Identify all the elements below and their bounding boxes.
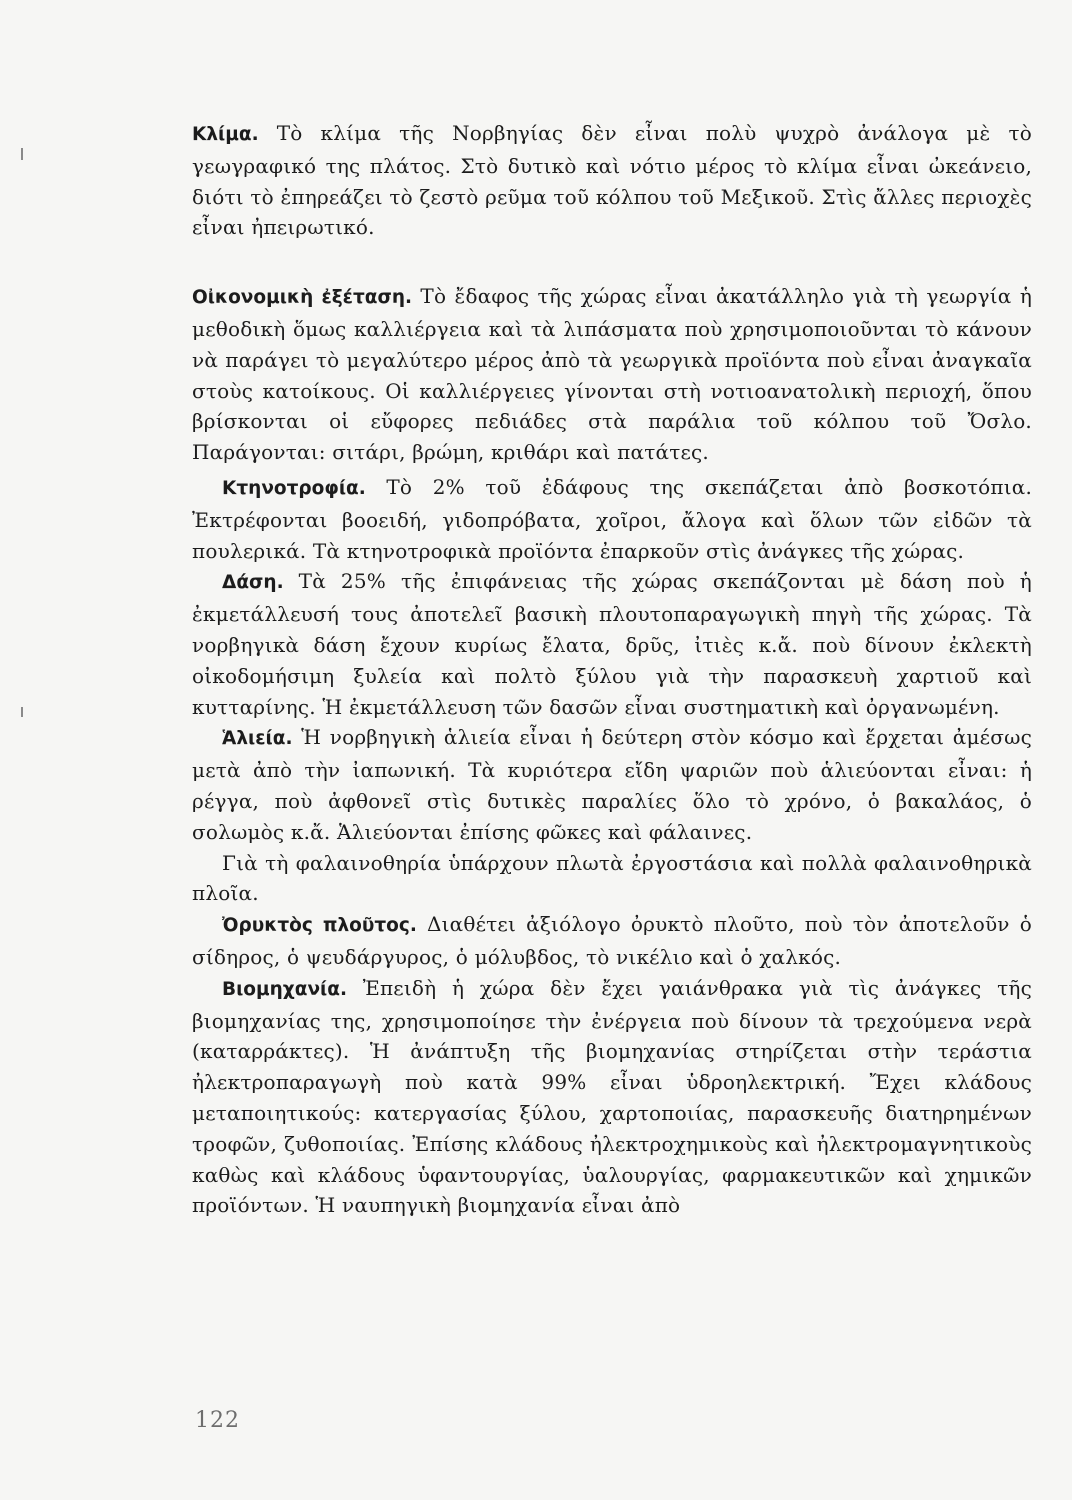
page-number: 122 [195, 1408, 240, 1433]
section-heading: Κλίμα. [192, 124, 259, 145]
section-text: Τὸ κλίμα τῆς Νορβηγίας δὲν εἶναι πολὺ ψυχρὸ ἀνάλογα μὲ τὸ γεωγραφικό της πλάτος. Στὸ δυτικὸ καὶ νότιο μέρος τὸ κλίμα εἶναι ὠκεάνειο, διότι τὸ ἐπηρεάζει τὸ ζεστὸ ρεῦμα τοῦ κόλπου τοῦ Μεξικοῦ. Στὶς ἄλλες περιοχὲς εἶναι ἠπειρωτικό. [192, 121, 1032, 240]
document-body [192, 118, 1032, 1221]
section-heading: Οἰκονομικὴ ἐξέταση. [192, 287, 413, 309]
section-industry [192, 973, 1032, 1221]
section-heading: Βιομηχανία. [222, 978, 347, 1000]
section-text: Ἡ νορβηγικὴ ἁλιεία εἶναι ἡ δεύτερη στὸν κόσμο καὶ ἔρχεται ἀμέσως μετὰ ἀπὸ τὴν ἰαπωνική. Τὰ κυριότερα εἴδη ψαριῶν ποὺ ἁλιεύονται εἶναι: ἡ ρέγγα, ποὺ ἀφθονεῖ στὶς δυτικὲς παραλίες ὅλο τὸ χρόνο, ὁ βακαλάος, ὁ σολωμὸς κ.ἄ. Ἁλιεύονται ἐπίσης φῶκες καὶ φάλαινες. [192, 725, 1032, 844]
section-text: Τὸ ἔδαφος τῆς χώρας εἶναι ἀκατάλληλο γιὰ τὴ γεωργία ἡ μεθοδικὴ ὅμως καλλιέργεια καὶ τὰ λιπάσματα ποὺ χρησιμοποιοῦνται τὸ κάνουν νὰ παράγει τὸ μεγαλύτερο μέρος ἀπὸ τὰ γεωργικὰ προϊόντα ποὺ εἶναι ἀναγκαῖα στοὺς κατοίκους. Οἱ καλλιέργειες γίνονται στὴ νοτιοανατολικὴ περιοχή, ὅπου βρίσκονται οἱ εὔφορες πεδιάδες στὰ παράλια τοῦ κόλπου τοῦ Ὄσλο. Παράγονται: σιτάρι, βρώμη, κριθάρι καὶ πατάτες. [192, 284, 1032, 465]
margin-mark [21, 707, 23, 717]
section-climate [192, 118, 1032, 243]
section-forests [192, 566, 1032, 722]
section-text: Γιὰ τὴ φαλαινοθηρία ὑπάρχουν πλωτὰ ἐργοστάσια καὶ πολλὰ φαλαινοθηρικὰ πλοῖα. [192, 850, 1032, 906]
section-text: Διαθέτει ἀξιόλογο ὀρυκτὸ πλοῦτο, ποὺ τὸν ἀποτελοῦν ὁ σίδηρος, ὁ ψευδάργυρος, ὁ μόλυβδος, τὸ νικέλιο καὶ ὁ χαλκός. [192, 912, 1032, 969]
section-whaling [192, 848, 1032, 910]
section-economy [192, 281, 1032, 468]
section-livestock [192, 472, 1032, 566]
section-minerals [192, 909, 1032, 973]
section-heading: Κτηνοτροφία. [222, 477, 366, 499]
section-text: Ἐπειδὴ ἡ χώρα δὲν ἔχει γαιάνθρακα γιὰ τὶς ἀνάγκες τῆς βιομηχανίας της, χρησιμοποίησε τὴν ἐνέργεια ποὺ δίνουν τὰ τρεχούμενα νερὰ (καταρράκτες). Ἡ ἀνάπτυξη τῆς βιομηχανίας στηρίζεται στὴν τεράστια ἠλεκτροπαραγωγὴ ποὺ κατὰ 99% εἶναι ὑδροηλεκτρική. Ἔχει κλάδους μεταποιητικούς: κατεργασίας ξύλου, χαρτοποιίας, παρασκευῆς διατηρημένων τροφῶν, ζυθοποιίας. Ἐπίσης κλάδους ἠλεκτροχημικοὺς καὶ ἠλεκτρομαγνητικοὺς καθὼς καὶ κλάδους ὑφαντουργίας, ὑαλουργίας, φαρμακευτικῶν καὶ χημικῶν προϊόντων. Ἡ ναυπηγικὴ βιομηχανία εἶναι ἀπὸ [192, 975, 1032, 1218]
section-heading: Ὀρυκτὸς πλοῦτος. [222, 915, 417, 937]
section-fishing [192, 722, 1032, 847]
margin-mark [21, 148, 23, 160]
section-heading: Ἁλιεία. [222, 728, 293, 750]
section-heading: Δάση. [222, 572, 284, 594]
section-text: Τὸ 2% τοῦ ἐδάφους της σκεπάζεται ἀπὸ βοσκοτόπια. Ἐκτρέφονται βοοειδή, γιδοπρόβατα, χοῖροι, ἄλογα καὶ ὅλων τῶν εἰδῶν τὰ πουλερικά. Τὰ κτηνοτροφικὰ προϊόντα ἐπαρκοῦν στὶς ἀνάγκες τῆς χώρας. [192, 474, 1032, 563]
section-text: Τὰ 25% τῆς ἐπιφάνειας τῆς χώρας σκεπάζονται μὲ δάση ποὺ ἡ ἐκμετάλλευσή τους ἀποτελεῖ βασικὴ πλουτοπαραγωγικὴ πηγὴ τῆς χώρας. Τὰ νορβηγικὰ δάση ἔχουν κυρίως ἔλατα, δρῦς, ἰτιὲς κ.ἄ. ποὺ δίνουν ἐκλεκτὴ οἰκοδομήσιμη ξυλεία καὶ πολτὸ ξύλου γιὰ τὴν παρασκευὴ χαρτιοῦ καὶ κυτταρίνης. Ἡ ἐκμετάλλευση τῶν δασῶν εἶναι συστηματικὴ καὶ ὀργανωμένη. [192, 569, 1032, 719]
